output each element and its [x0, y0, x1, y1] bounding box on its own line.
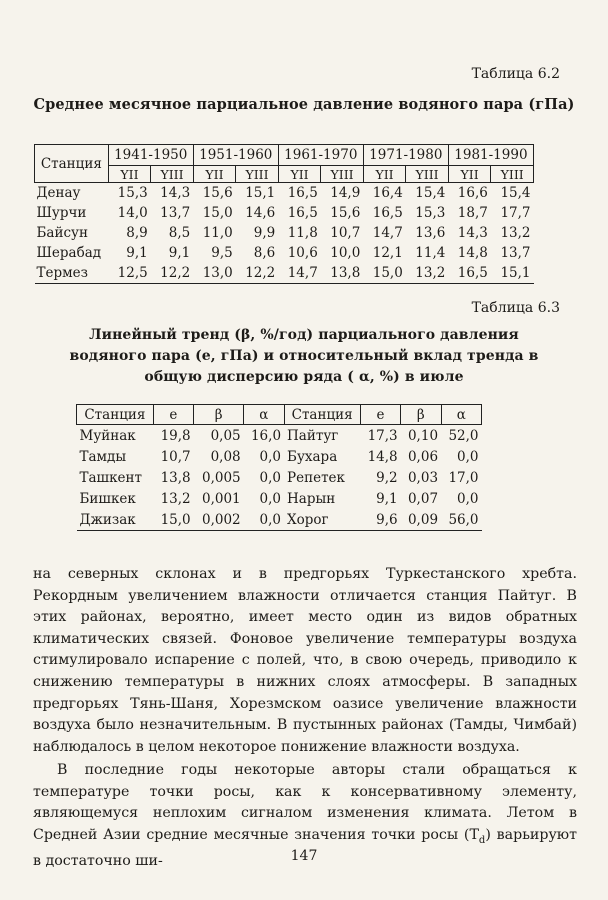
period-header: 1941-1950: [108, 145, 193, 166]
table-row: [35, 183, 534, 204]
station-cell: Муйнак: [79, 427, 136, 444]
month-header: YII: [278, 166, 321, 183]
table-6-2-label: Таблица 6.2: [471, 66, 560, 82]
month-header: YII: [108, 166, 151, 183]
station-cell: Джизак: [77, 509, 154, 531]
value-cell: 13,8: [321, 263, 364, 284]
table-row: [35, 223, 534, 243]
value-cell: 10,6: [287, 245, 318, 261]
table-6-2-title: Среднее месячное парциальное давление водяного пара (гПа): [33, 96, 575, 113]
column-header: Станция: [284, 405, 360, 425]
table-6-2-body: [35, 183, 534, 284]
station-cell: Термез: [35, 263, 109, 284]
table-6-3-body: [77, 425, 482, 531]
station-header: Станция: [35, 145, 109, 183]
value-cell: 15,3: [415, 205, 446, 221]
value-cell: 15,4: [500, 185, 531, 201]
value-cell: 56,0: [441, 509, 481, 531]
table-6-2: [34, 144, 534, 284]
period-header: 1961-1970: [278, 145, 363, 166]
value-cell: 0,0: [457, 490, 479, 507]
value-cell: 13,2: [406, 263, 449, 284]
value-cell: 15,3: [117, 185, 148, 201]
table-header-row: [77, 405, 482, 425]
value-cell: 14,9: [330, 185, 361, 201]
month-header: YII: [448, 166, 491, 183]
value-cell: 18,7: [457, 205, 488, 221]
column-header: Станция: [77, 405, 154, 425]
table-row: [35, 203, 534, 223]
table-row: [77, 509, 482, 531]
value-cell: 0,002: [194, 509, 244, 531]
value-cell: 13,7: [500, 245, 531, 261]
value-cell: 14,7: [372, 225, 403, 241]
value-cell: 13,8: [160, 469, 191, 486]
value-cell: 0,0: [259, 448, 282, 465]
value-cell: 11,8: [287, 225, 318, 241]
value-cell: 12,1: [372, 245, 403, 261]
column-header: β: [401, 405, 441, 425]
value-cell: 9,1: [168, 245, 191, 261]
value-cell: 0,05: [210, 427, 241, 444]
paragraph-text: ) варьируют в достаточно ши-: [33, 826, 577, 870]
month-header: YIII: [236, 166, 279, 183]
value-cell: 16,5: [448, 263, 491, 284]
subscript: d: [478, 834, 486, 846]
station-cell: Нарын: [287, 490, 336, 507]
station-cell: Шерабад: [36, 245, 102, 261]
value-cell: 9,5: [211, 245, 233, 261]
table-row: [77, 488, 482, 509]
table-subheader-row: [35, 166, 534, 183]
table-row: [77, 467, 482, 488]
month-header: YII: [363, 166, 406, 183]
value-cell: 15,4: [415, 185, 446, 201]
value-cell: 17,0: [448, 469, 479, 486]
paragraph-text: В последние годы некоторые авторы стали обращаться к температуре точки росы, как к консервативному элементу, являющемуся неплохим сигналом изменения климата. Летом в Средней Азии средние месячные значения точки росы (T: [33, 762, 577, 843]
month-header: YIII: [491, 166, 534, 183]
column-header: e: [153, 405, 193, 425]
value-cell: 0,0: [259, 490, 282, 507]
station-cell: Байсун: [36, 225, 88, 241]
value-cell: 12,2: [151, 263, 194, 284]
value-cell: 10,0: [330, 245, 361, 261]
month-header: YIII: [321, 166, 364, 183]
value-cell: 15,1: [491, 263, 534, 284]
value-cell: 9,1: [376, 490, 398, 507]
value-cell: 0,0: [259, 469, 282, 486]
value-cell: 15,1: [245, 185, 276, 201]
value-cell: 16,6: [457, 185, 488, 201]
value-cell: 0,001: [201, 490, 241, 507]
value-cell: 14,0: [117, 205, 148, 221]
value-cell: 14,8: [457, 245, 488, 261]
value-cell: 12,5: [108, 263, 151, 284]
column-header: α: [441, 405, 481, 425]
value-cell: 0,03: [407, 469, 439, 486]
month-header: YIII: [151, 166, 194, 183]
value-cell: 13,7: [160, 205, 191, 221]
table-row: [77, 425, 482, 447]
value-cell: 0,08: [210, 448, 241, 465]
value-cell: 8,6: [253, 245, 276, 261]
station-cell: Бухара: [287, 448, 338, 465]
value-cell: 19,8: [160, 427, 191, 444]
value-cell: 9,1: [126, 245, 148, 261]
station-cell: Тамды: [79, 448, 127, 465]
month-header: YIII: [406, 166, 449, 183]
column-header: e: [360, 405, 400, 425]
value-cell: 13,6: [415, 225, 446, 241]
value-cell: 0,07: [407, 490, 439, 507]
value-cell: 12,2: [236, 263, 279, 284]
value-cell: 13,0: [193, 263, 236, 284]
value-cell: 10,7: [160, 448, 191, 465]
column-header: α: [244, 405, 284, 425]
value-cell: 15,0: [363, 263, 406, 284]
value-cell: 16,5: [287, 205, 318, 221]
value-cell: 0,06: [407, 448, 439, 465]
table-6-3: [76, 404, 482, 531]
value-cell: 13,2: [500, 225, 531, 241]
value-cell: 14,3: [457, 225, 488, 241]
table-row: [35, 263, 534, 284]
value-cell: 15,6: [330, 205, 361, 221]
value-cell: 11,4: [415, 245, 446, 261]
month-header: YII: [193, 166, 236, 183]
table-header-row: [35, 145, 534, 166]
value-cell: 13,2: [160, 490, 191, 507]
value-cell: 0,10: [407, 427, 439, 444]
value-cell: 9,2: [376, 469, 398, 486]
station-cell: Хорог: [284, 509, 360, 531]
value-cell: 15,0: [202, 205, 233, 221]
column-header: β: [194, 405, 244, 425]
value-cell: 9,9: [253, 225, 276, 241]
value-cell: 8,9: [126, 225, 148, 241]
value-cell: 16,5: [287, 185, 318, 201]
station-cell: Ташкент: [79, 469, 142, 486]
station-cell: Шурчи: [36, 205, 87, 221]
title-line: общую дисперсию ряда ( α, %) в июле: [144, 369, 464, 385]
station-cell: Пайтуг: [287, 427, 339, 444]
value-cell: 14,7: [278, 263, 321, 284]
value-cell: 0,09: [401, 509, 441, 531]
value-cell: 0,005: [201, 469, 241, 486]
value-cell: 16,0: [250, 427, 282, 444]
value-cell: 0,0: [244, 509, 284, 531]
value-cell: 14,6: [245, 205, 276, 221]
value-cell: 15,0: [153, 509, 193, 531]
table-6-3-label: Таблица 6.3: [471, 300, 560, 316]
table-row: [35, 243, 534, 263]
value-cell: 14,3: [160, 185, 191, 201]
page-number: 147: [290, 848, 318, 864]
body-paragraph: на северных склонах и в предгорьях Туркестанского хребта. Рекордным увеличением влажности отличается станция Пайтуг. В этих районах, вероятно, имеет место один из видов обратных климатических связей. Фоновое увеличение температуры воздуха стимулировало испарение с полей, что, в свою очередь, приводило к снижению температуры в нижних слоях атмосферы. В западных предгорьях Тянь-Шаня, Хорезмском оазисе увеличение влажности воздуха было незначительным. В пустынных районах (Тамды, Чимбай) наблюдалось в целом некоторое понижение влажности воздуха.: [33, 566, 577, 755]
value-cell: 15,6: [202, 185, 233, 201]
station-cell: Бишкек: [79, 490, 136, 507]
station-cell: Денау: [36, 185, 81, 201]
period-header: 1971-1980: [363, 145, 448, 166]
value-cell: 17,7: [500, 205, 531, 221]
table-row: [77, 446, 482, 467]
value-cell: 10,7: [330, 225, 361, 241]
value-cell: 8,5: [168, 225, 191, 241]
station-cell: Репетек: [287, 469, 345, 486]
title-line: водяного пара (e, гПа) и относительный вклад тренда в: [69, 348, 539, 364]
table-6-3-title: [30, 325, 578, 388]
value-cell: 16,5: [372, 205, 403, 221]
value-cell: 17,3: [367, 427, 398, 444]
value-cell: 16,4: [372, 185, 403, 201]
value-cell: 9,6: [360, 509, 400, 531]
period-header: 1981-1990: [448, 145, 533, 166]
value-cell: 52,0: [448, 427, 479, 444]
value-cell: 0,0: [457, 448, 479, 465]
value-cell: 11,0: [202, 225, 233, 241]
period-header: 1951-1960: [193, 145, 278, 166]
value-cell: 14,8: [367, 448, 398, 465]
title-line: Линейный тренд (β, %/год) парциального давления: [89, 327, 519, 343]
